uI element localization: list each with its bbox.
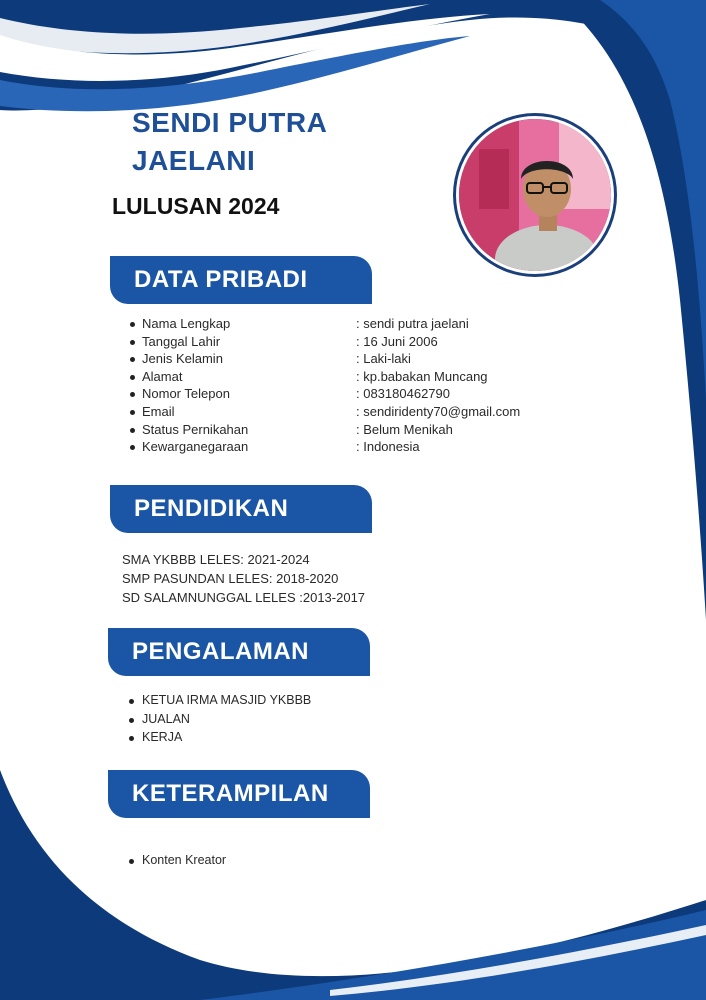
- list-item: Konten Kreator: [126, 853, 226, 872]
- info-value: : sendi putra jaelani: [356, 316, 469, 331]
- name-line-1: SENDI PUTRA: [132, 107, 328, 138]
- list-item: [128, 351, 568, 369]
- list-item: SMA YKBBB LELES: 2021-2024: [122, 552, 310, 567]
- info-label: Kewarganegaraan: [128, 439, 356, 457]
- list-item: [128, 316, 568, 334]
- list-item: [128, 404, 568, 422]
- list-item: [128, 369, 568, 387]
- list-item: KERJA: [126, 730, 311, 749]
- section-personal-data-header: DATA PRIBADI: [110, 256, 372, 304]
- info-value: : Indonesia: [356, 439, 420, 455]
- personal-data-list: [128, 316, 568, 457]
- header-name: [132, 104, 327, 180]
- profile-photo-image: [456, 116, 614, 274]
- info-label: Email: [128, 404, 356, 422]
- info-value: : sendiridenty70@gmail.com: [356, 403, 521, 419]
- skills-list: [126, 853, 226, 872]
- list-item: [128, 334, 568, 352]
- name-line-2: JAELANI: [132, 145, 256, 176]
- education-list: [122, 552, 365, 609]
- info-label: Nomor Telepon: [128, 386, 356, 404]
- list-item: SD SALAMNUNGGAL LELES :2013-2017: [122, 590, 366, 605]
- info-label: Alamat: [128, 369, 356, 387]
- info-value: : kp.babakan Muncang: [356, 368, 488, 384]
- info-label: Jenis Kelamin: [128, 351, 356, 369]
- profile-photo: [453, 113, 617, 277]
- list-item: JUALAN: [126, 712, 311, 731]
- info-label: Nama Lengkap: [128, 316, 356, 334]
- info-value: : 16 Juni 2006: [356, 333, 438, 349]
- section-education-header: PENDIDIKAN: [110, 485, 372, 533]
- info-value: : Laki-laki: [356, 351, 411, 367]
- list-item: [128, 439, 568, 457]
- section-skills-header: KETERAMPILAN: [108, 770, 370, 818]
- info-value: : Belum Menikah: [356, 421, 453, 437]
- list-item: [128, 386, 568, 404]
- list-item: [128, 422, 568, 440]
- info-label: Status Pernikahan: [128, 422, 356, 440]
- graduation-label: LULUSAN 2024: [112, 193, 280, 219]
- section-experience-header: PENGALAMAN: [108, 628, 370, 676]
- list-item: KETUA IRMA MASJID YKBBB: [126, 693, 311, 712]
- info-label: Tanggal Lahir: [128, 334, 356, 352]
- list-item: SMP PASUNDAN LELES: 2018-2020: [122, 571, 339, 586]
- experience-list: [126, 693, 311, 749]
- info-value: : 083180462790: [356, 386, 450, 402]
